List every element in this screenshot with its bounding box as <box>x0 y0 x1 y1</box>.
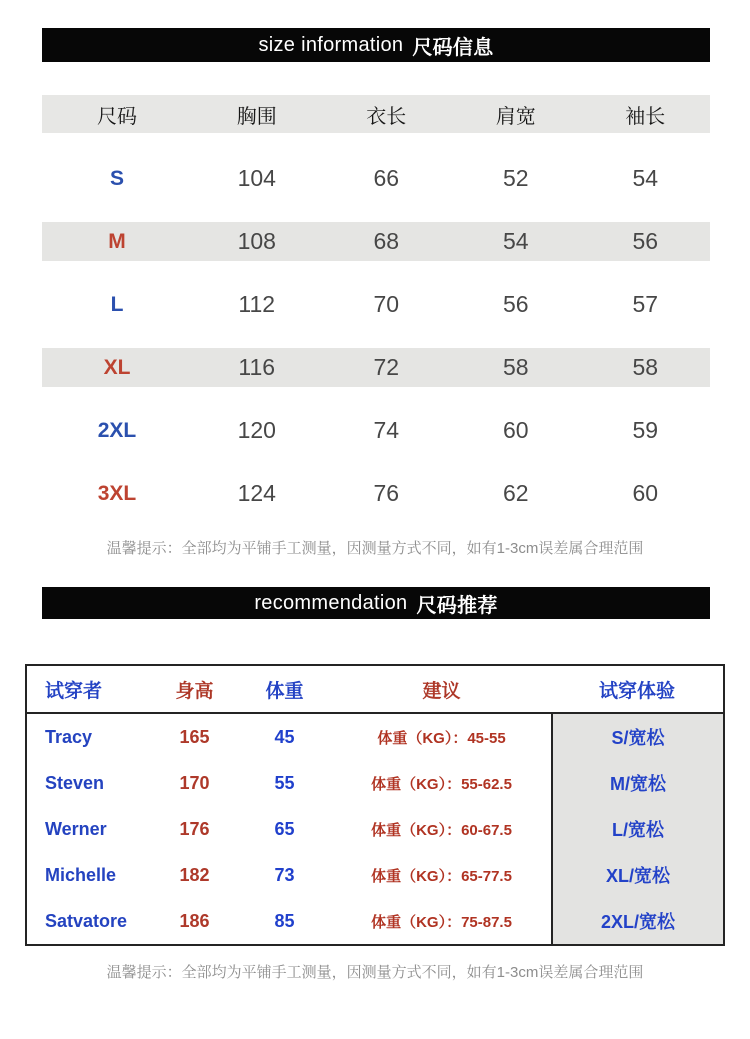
fitter-row-satvatore <box>27 898 723 944</box>
size-table <box>42 95 710 525</box>
fitter-weight: 85 <box>274 910 295 931</box>
fitter-name: Michelle <box>45 864 117 885</box>
recommendation-title-zh: 尺码推荐 <box>416 594 498 617</box>
size-cell-chest: 108 <box>237 228 276 254</box>
size-cell-length: 76 <box>373 480 400 506</box>
measurement-disclaimer-note: 温馨提示：全部均为平铺手工测量，因测量方式不同，如有1-3cm误差属合理范围 <box>106 540 644 557</box>
fitter-height: 182 <box>179 864 210 885</box>
size-cell-label: M <box>108 229 126 253</box>
size-cell-shoulder: 60 <box>502 417 529 443</box>
fitter-height: 165 <box>179 726 210 747</box>
fitter-row-michelle <box>27 852 723 898</box>
size-information-title-zh: 尺码信息 <box>412 36 494 59</box>
fitter-weight: 73 <box>274 864 295 885</box>
size-cell-sleeve: 54 <box>632 165 659 191</box>
fitter-weight: 45 <box>274 726 295 747</box>
size-cell-length: 72 <box>373 354 400 380</box>
fitter-weight: 65 <box>274 818 295 839</box>
size-cell-label: S <box>109 166 124 190</box>
size-row-s <box>42 147 710 210</box>
fitter-name: Satvatore <box>45 910 128 931</box>
size-cell-shoulder: 62 <box>502 480 529 506</box>
fitter-experience: M/宽松 <box>551 760 723 806</box>
size-table-header-row <box>42 95 710 133</box>
size-cell-sleeve: 58 <box>632 354 659 380</box>
recommendation-title-en: recommendation <box>254 591 408 614</box>
fitter-name: Steven <box>45 772 105 793</box>
fitter-height: 186 <box>179 910 210 931</box>
col-header-shoulder: 肩宽 <box>495 105 536 128</box>
size-cell-chest: 124 <box>237 480 276 506</box>
size-cell-label: 3XL <box>97 481 137 505</box>
fitter-height: 176 <box>179 818 210 839</box>
size-cell-shoulder: 52 <box>502 165 529 191</box>
size-row-2xl <box>42 399 710 462</box>
size-cell-sleeve: 60 <box>632 480 659 506</box>
fitter-advice: 体重（KG）：75-87.5 <box>371 913 512 931</box>
col-header-sleeve: 袖长 <box>625 105 666 128</box>
size-row-3xl <box>42 462 710 525</box>
col-header-weight: 体重 <box>265 680 304 702</box>
fitter-experience: S/宽松 <box>551 714 723 760</box>
size-cell-chest: 104 <box>237 165 276 191</box>
size-cell-label: XL <box>103 355 131 379</box>
fitter-advice: 体重（KG）：65-77.5 <box>371 867 512 885</box>
fitter-experience: 2XL/宽松 <box>551 898 723 944</box>
size-row-xl <box>42 336 710 399</box>
recommendation-table-body <box>27 714 723 944</box>
size-row-l <box>42 273 710 336</box>
size-row-m <box>42 210 710 273</box>
col-header-length: 衣长 <box>366 105 407 128</box>
fitter-advice: 体重（KG）：45-55 <box>377 729 506 747</box>
size-cell-length: 68 <box>373 228 400 254</box>
col-header-fitter: 试穿者 <box>45 680 103 702</box>
fitter-weight: 55 <box>274 772 295 793</box>
size-table-body <box>42 133 710 525</box>
size-information-header-bar <box>42 28 710 62</box>
size-cell-label: L <box>110 292 124 316</box>
fitter-height: 170 <box>179 772 210 793</box>
recommendation-header-bar <box>42 587 710 619</box>
fitter-row-werner <box>27 806 723 852</box>
fitter-name: Tracy <box>45 726 93 747</box>
size-cell-shoulder: 56 <box>502 291 529 317</box>
measurement-disclaimer-note-2: 温馨提示：全部均为平铺手工测量，因测量方式不同，如有1-3cm误差属合理范围 <box>106 964 644 981</box>
col-header-advice: 建议 <box>422 680 461 702</box>
size-cell-shoulder: 58 <box>502 354 529 380</box>
col-header-size: 尺码 <box>97 105 137 128</box>
size-cell-chest: 112 <box>238 291 276 317</box>
fitter-advice: 体重（KG）：55-62.5 <box>371 775 512 793</box>
recommendation-table <box>25 664 725 946</box>
size-cell-sleeve: 59 <box>632 417 659 443</box>
size-cell-length: 66 <box>373 165 400 191</box>
fitter-experience: L/宽松 <box>551 806 723 852</box>
fitter-advice: 体重（KG）：60-67.5 <box>371 821 512 839</box>
fitter-experience: XL/宽松 <box>551 852 723 898</box>
col-header-chest: 胸围 <box>236 105 277 128</box>
size-information-title-en: size information <box>258 33 404 56</box>
col-header-height: 身高 <box>175 680 214 702</box>
fitter-row-tracy <box>27 714 723 760</box>
size-cell-sleeve: 56 <box>632 228 659 254</box>
col-header-experience: 试穿体验 <box>598 680 675 702</box>
size-cell-length: 74 <box>373 417 400 443</box>
fitter-name: Werner <box>45 818 107 839</box>
size-cell-label: 2XL <box>97 418 137 442</box>
size-cell-sleeve: 57 <box>632 291 659 317</box>
recommendation-header-row <box>27 666 723 714</box>
size-cell-chest: 120 <box>237 417 276 443</box>
size-cell-length: 70 <box>373 291 400 317</box>
size-cell-chest: 116 <box>238 354 276 380</box>
size-cell-shoulder: 54 <box>502 228 529 254</box>
fitter-row-steven <box>27 760 723 806</box>
